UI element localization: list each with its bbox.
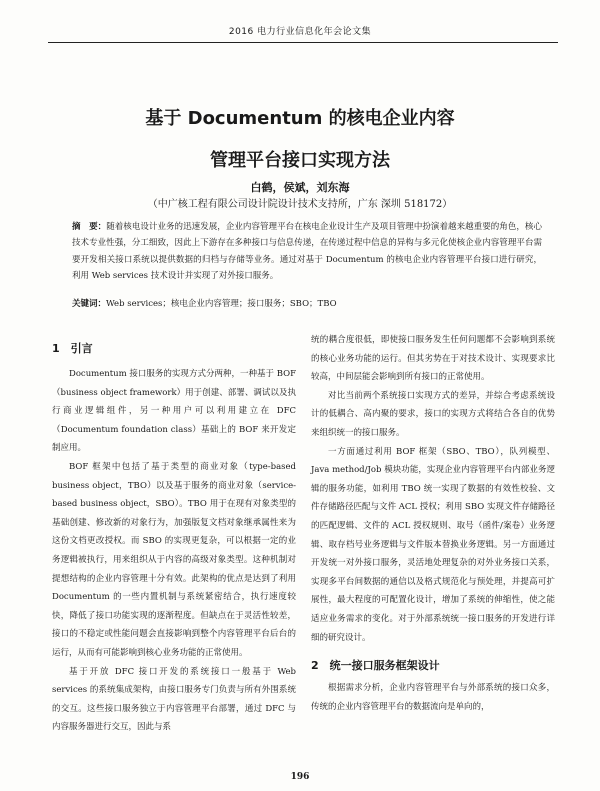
right-column (311, 331, 555, 716)
right-paragraph-3: 一方面通过利用 BOF 框架（SBO、TBO），队列模型、Java method/Job 模块功能，实现企业内容管理平台内部业务逻辑的服务功能，如利用 TBO 统一实现了数据的有效性校验、文件存储路径匹配与文件 ACL 授权；利用 SBO 实现文件存储路径的匹配逻辑、文件的 ACL 授权规则、取号（函件/案卷）业务逻辑、取存档号业务逻辑与文件版本替换业务逻辑。另一方面通过开发统一对外接口服务，灵活地处理复杂的对外业务接口关系，实现多平台间数据的通信以及格式规范化与预处理，并提高可扩展性，最大程度的可配置化设计，增加了系统的伸缩性，使之能适应业务需求的变化。对于外部系统统一接口服务的开发进行详细的研究设计。 (311, 446, 555, 643)
abstract-label: 摘 要： (72, 222, 107, 232)
section-2-heading: 2 统一接口服务框架设计 (311, 659, 440, 673)
section-2-paragraph-1: 根据需求分析，企业内容管理平台与外部系统的接口众多，传统的企业内容管理平台的数据流向是单向的， (311, 683, 555, 712)
section-1-heading: 1 引言 (52, 342, 93, 355)
running-header: 2016 电力行业信息化年会论文集 (228, 27, 372, 37)
keywords-label: 关键词： (72, 299, 107, 309)
paper-title-line-2: 管理平台接口实现方法 (210, 150, 390, 171)
section-1-paragraph-3: 基于开放 DFC 接口开发的系统接口一般基于 Web services 的系统集成架构，由接口服务专门负责与所有外围系统的交互。这些接口服务独立于内容管理平台部署，通过 DFC 与内容服务器进行交互，因此与系 (52, 666, 296, 733)
left-column (52, 342, 296, 737)
keywords (72, 297, 542, 309)
right-paragraph-2: 对比当前两个系统接口实现方式的差异，并综合考虑系统设计的低耦合、高内聚的要求，接口的实现方式将结合各自的优势来组织统一的接口服务。 (311, 390, 555, 438)
abstract-text: 随着核电设计业务的迅速发展，企业内容管理平台在核电企业设计生产及项目管理中扮演着越来越重要的角色，核心技术专业性强，分工细致，因此上下游存在多种接口与信息传递，在传递过程中信息的异构与多元化使核企业内容管理平台需要开发相关接口系统以提供数据的归档与存储等业务。通过对基于 Documentum 的核电企业内容管理平台接口进行研究，利用 Web services 技术设计并实现了对外接口服务。 (72, 222, 542, 282)
header-rule (48, 42, 558, 43)
section-1-paragraph-2: BOF 框架中包括了基于类型的商业对象（type-based business object，TBO）以及基于服务的商业对象（service-based business object，SBO）。TBO 用于在现有对象类型的基础创建、修改新的对象行为，加强版复文档对象继承属性来为这份文档更改授权。而 SBO 的实现更复杂，可以根据一定的业务逻辑被执行，用来组织从于内容的高级对象类型。这种机制对提想结构的企业内容管理十分有效。此架构的优点是达到了利用 Documentum 的一些内置机制与系统紧密结合，执行速度较快，降低了接口功能实现的逐渐程度。但缺点在于灵活性较差，接口的不稳定或性能问题会直接影响到整个内容管理平台后台的运行，从而有可能影响到核心业务功能的正常使用。 (52, 461, 296, 658)
abstract (72, 219, 542, 285)
keywords-text: Web services；核电企业内容管理；接口服务；SBO；TBO (106, 299, 337, 309)
section-1-paragraph-1: Documentum 接口服务的实现方式分两种，一种基于 BOF（business object framework）用于创建、部署、调试以及执行商业逻辑组件，另一种用户可以利用建立在 DFC（Documentum foundation class）基础上的 BOF 来开发定制应用。 (52, 369, 296, 454)
affiliation: （中广核工程有限公司设计院设计技术支持所，广东 深圳 518172） (147, 199, 453, 210)
right-paragraph-1: 统的耦合度很低，即使接口服务发生任何问题都不会影响到系统的核心业务功能的运行。但其劣势在于对技术设计、实现要求比较高，中间层能会影响到所有接口的正常使用。 (311, 335, 555, 383)
authors: 白鹤，侯斌，刘东海 (250, 181, 350, 194)
paper-title-line-1: 基于 Documentum 的核电企业内容 (145, 108, 455, 129)
page-number: 196 (290, 772, 310, 782)
